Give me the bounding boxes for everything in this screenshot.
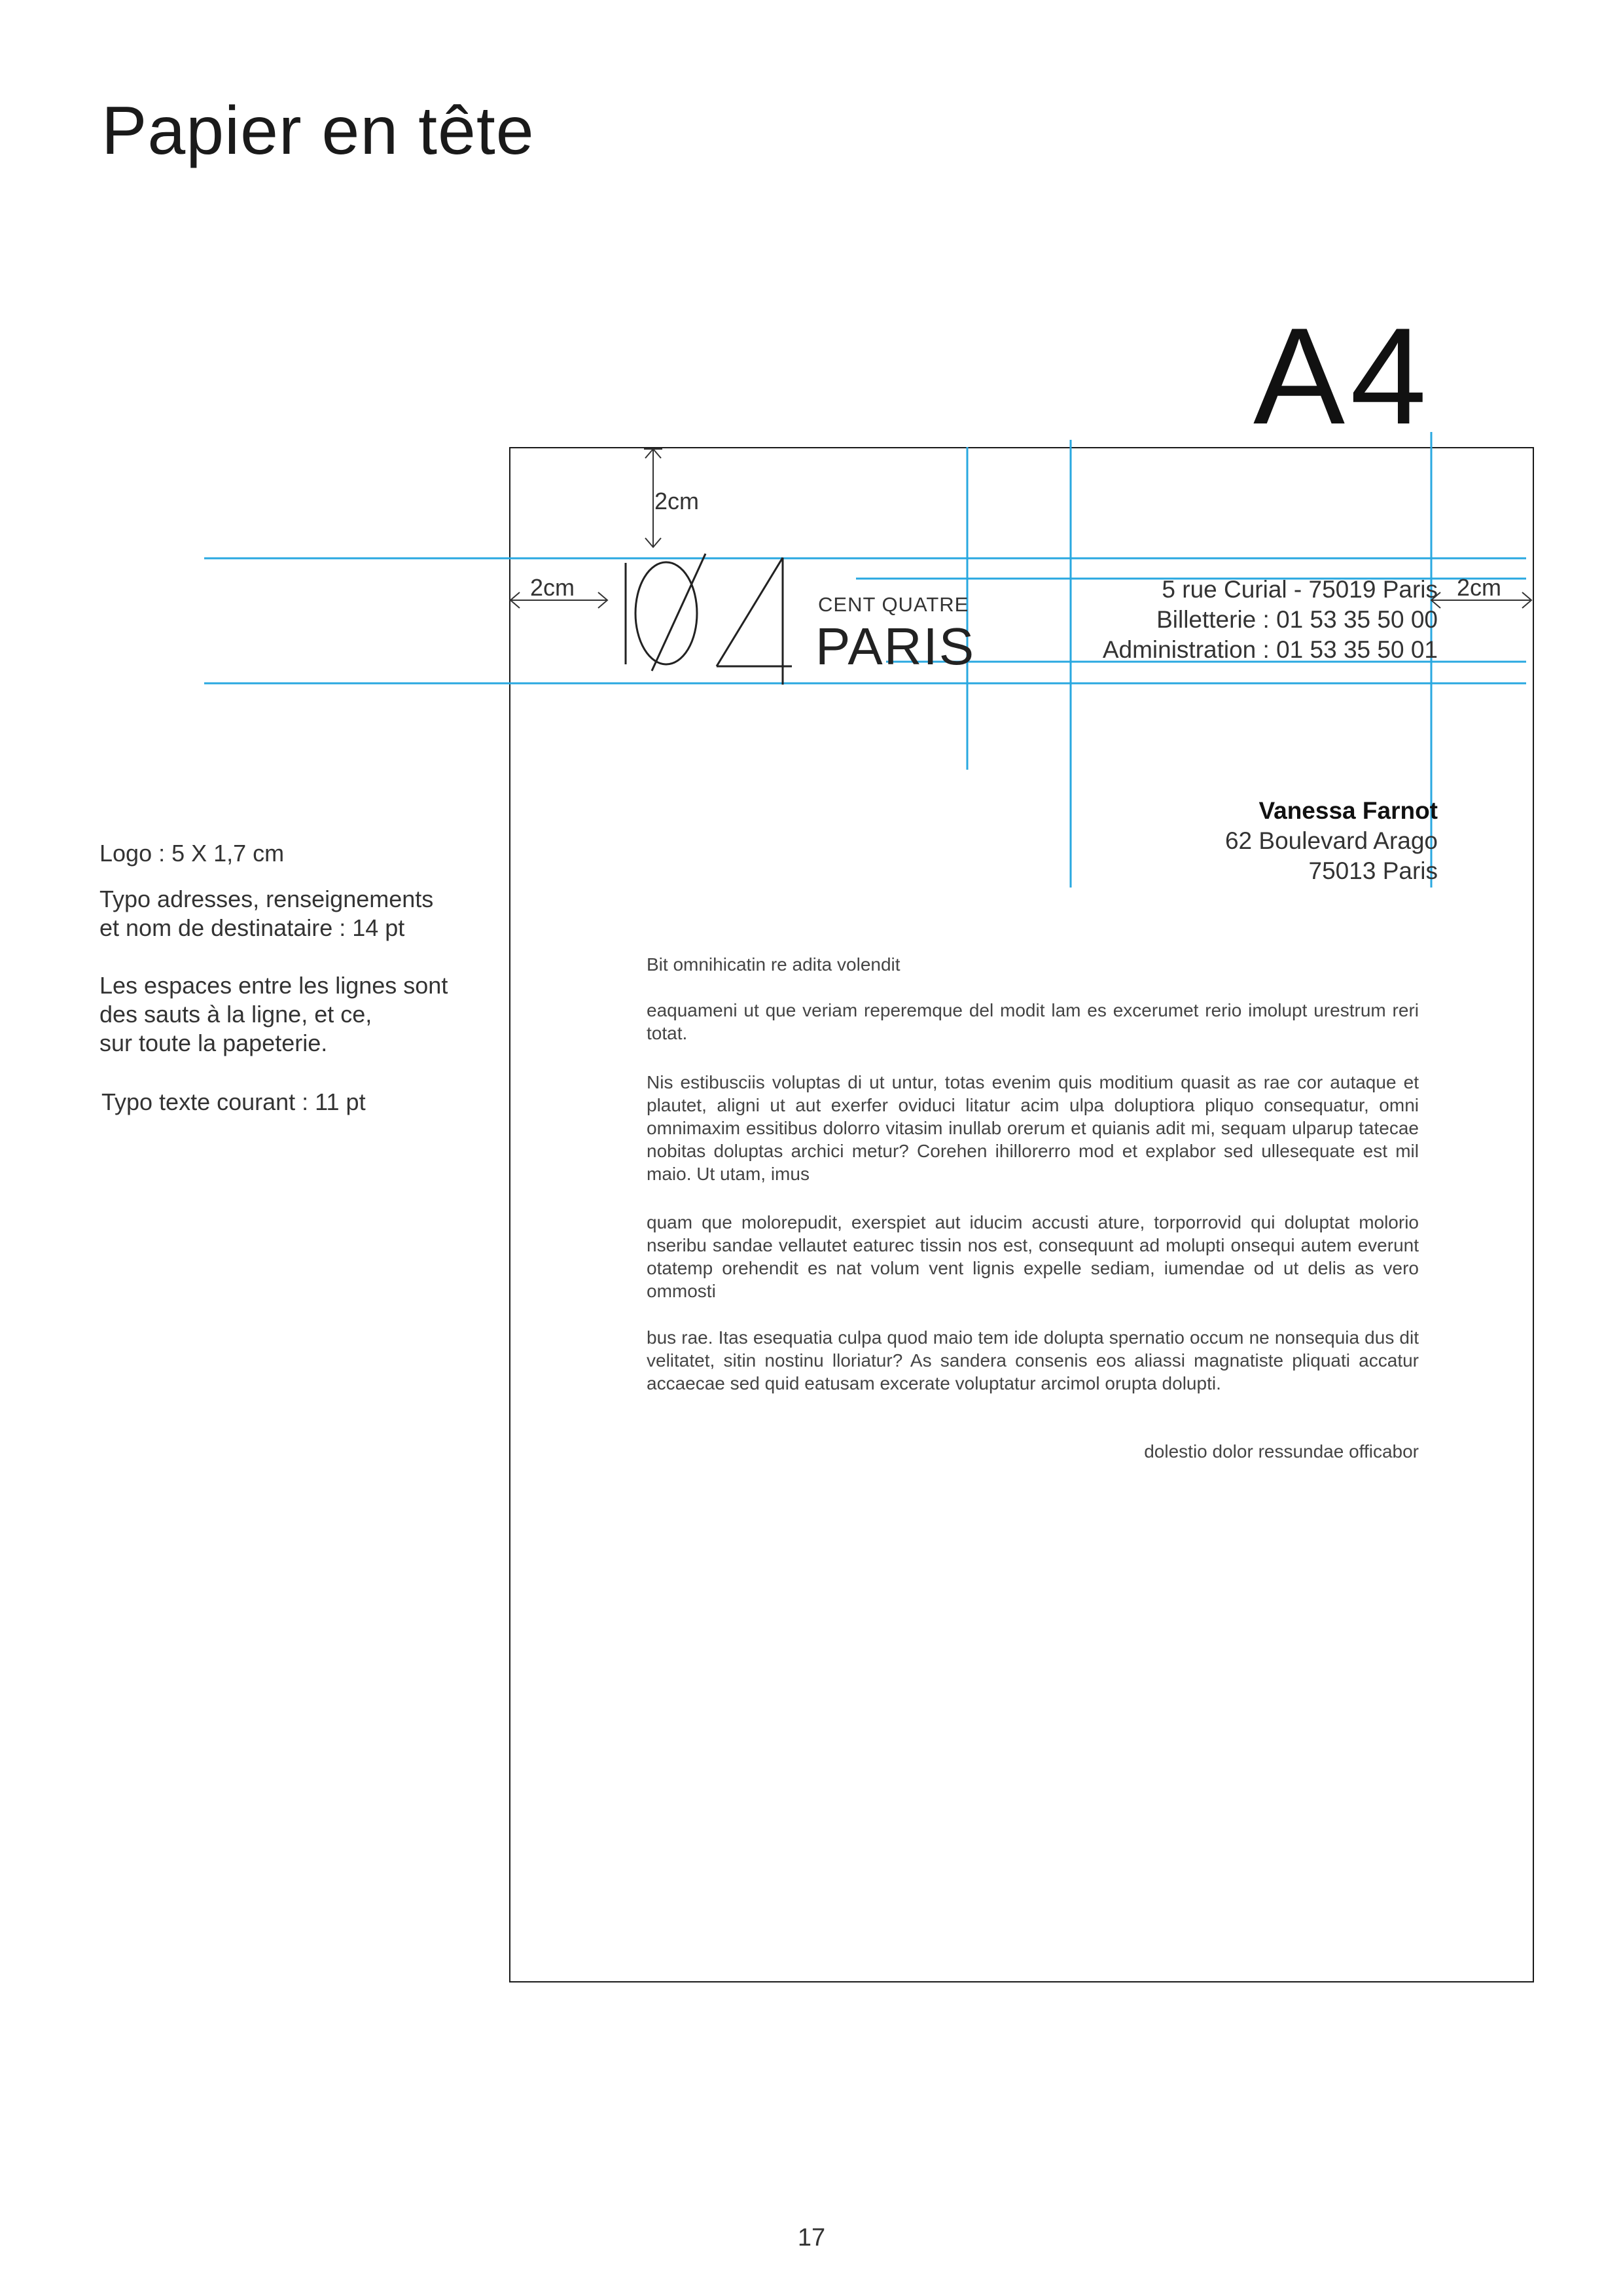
page-title: Papier en tête [101,93,535,169]
recipient-street: 62 Boulevard Arago [1224,827,1438,854]
recipient-block [1225,796,1438,886]
spec-typo-address: Typo adresses, renseignements [99,886,434,912]
spec-body-typo: Typo texte courant : 11 pt [101,1088,366,1115]
phone-box-office: Billetterie : 01 53 35 50 00 [1156,606,1438,633]
page-number: 17 [797,2224,826,2251]
spec-logo: Logo : 5 X 1,7 cm [99,840,285,867]
recipient-name: Vanessa Farnot [1258,797,1438,824]
logo-text-small: CENT QUATRE [818,593,969,616]
letter-paragraph: eaquameni ut que veriam reperemque del modit lam es excerumet rerio imolupt urestrum reri totat. [647,1000,1419,1043]
logo-104-mark [626,554,792,685]
spec-spacing-2: des sauts à la ligne, et ce, [99,1001,372,1028]
letter-signoff: dolestio dolor ressundae officabor [1144,1441,1419,1462]
format-label: A4 [1253,299,1432,453]
spec-spacing: Les espaces entre les lignes sont [99,972,448,999]
letter-paragraph: Nis estibusciis voluptas di ut untur, totas evenim quis moditium quasit as rae cor autaque et plautet, aligni ut aut exerfer oviduci litatur acim ulpa doluptiora pliquo consequatur, omni omnimaxim essitibus dolorro vitasim inullab orerum et quianis adit mi, sequam ulparup tatecae nobitas doluptas archici metur? Corehen ihillorerro mod et explabor sed ullesequate est mil maio. Ut utam, imus [647,1072,1419,1184]
phone-administration: Administration : 01 53 35 50 01 [1102,636,1438,663]
letter-salutation: Bit omnihicatin re adita volendit [647,954,901,975]
letter-paragraph: bus rae. Itas esequatia culpa quod maio tem ide dolupta spernatio occum ne nonsequia dus dit velitatet, sitin nostinu lloriatur? As sandera consenis eos aliassi magnatiste pliquati accatur accaecae sed quid eatusam excerate voluptatur arcimol orupta dolupti. [647,1327,1419,1393]
spec-typo-address-2: et nom de destinataire : 14 pt [99,914,405,941]
address-line: 5 rue Curial - 75019 Paris [1162,576,1438,603]
dimension-top-margin: 2cm [654,488,700,514]
recipient-city: 75013 Paris [1308,857,1438,884]
logo-text-big: PARIS [815,617,976,675]
dimension-left-margin: 2cm [530,574,575,601]
dimension-right-margin: 2cm [1457,574,1502,601]
spec-spacing-3: sur toute la papeterie. [99,1030,328,1056]
letter-paragraph: quam que molorepudit, exerspiet aut iducim accusti ature, torporrovid qui doluptat molorio nseribu sandae vellautet eaturec tissin nos est, consequunt ad molupti onsequi autem everunt otatemp orehendit es nat volum vent lignis expelle sediam, iumendae od ut delis as vero ommosti [647,1212,1419,1301]
address-block [1103,575,1438,665]
